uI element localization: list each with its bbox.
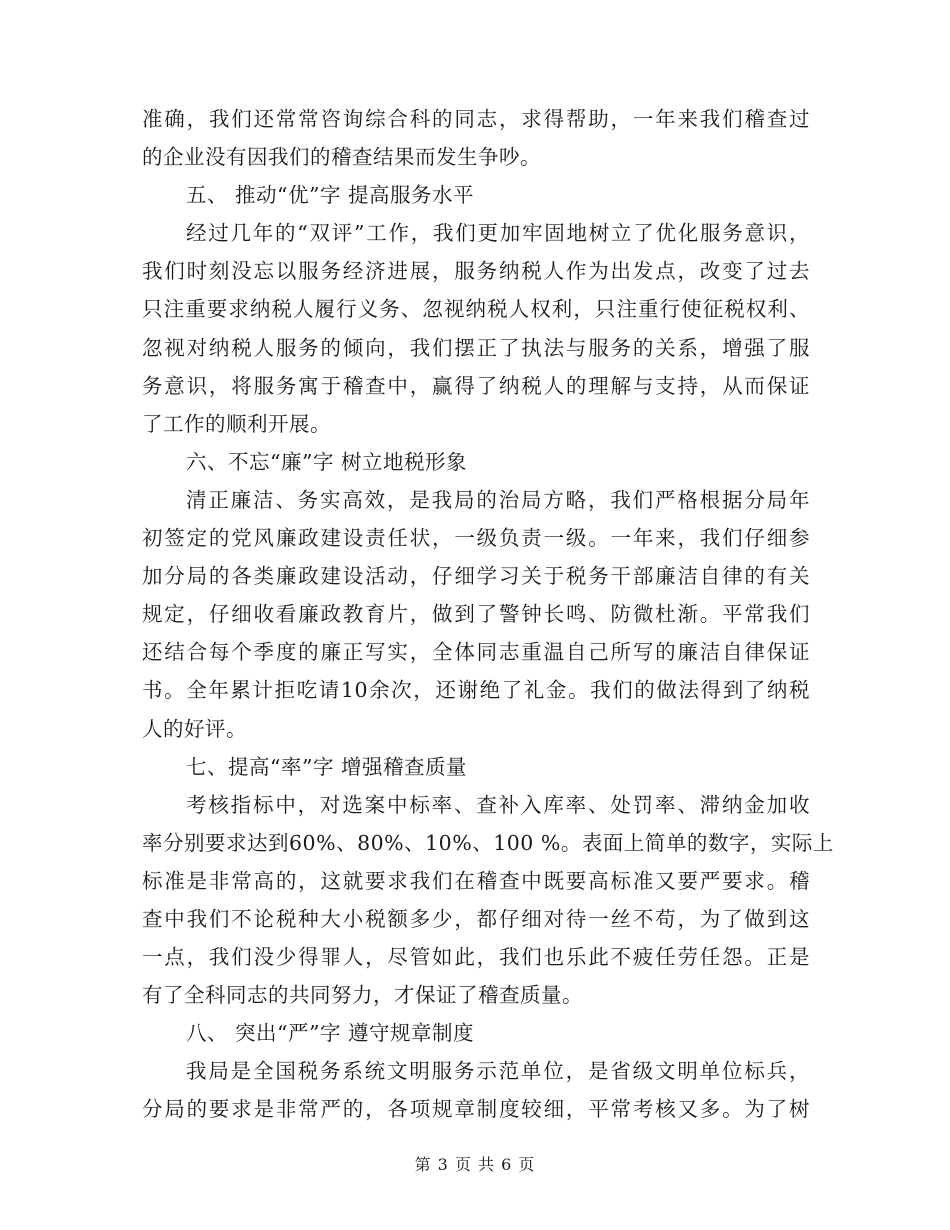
text-line: 忽视对纳税人服务的倾向，我们摆正了执法与服务的关系，增强了服 bbox=[142, 335, 810, 360]
text-line: 还结合每个季度的廉正写实，全体同志重温自己所写的廉洁自律保证 bbox=[142, 640, 810, 665]
text-line: 八、 突出“严”字 遵守规章制度 bbox=[186, 1021, 474, 1046]
text-line: 规定，仔细收看廉政教育片，做到了警钟长鸣、防微杜渐。平常我们 bbox=[142, 602, 810, 627]
text-line: 七、提高“率”字 增强稽查质量 bbox=[186, 754, 467, 779]
text-line: 考核指标中，对选案中标率、查补入库率、处罚率、滞纳金加收 bbox=[186, 792, 810, 817]
text-line: 分局的要求是非常严的，各项规章制度较细，平常考核又多。为了树 bbox=[142, 1097, 810, 1122]
text-line: 查中我们不论税种大小税额多少，都仔细对待一丝不苟，为了做到这 bbox=[142, 906, 810, 931]
text-line: 务意识，将服务寓于稽查中，赢得了纳税人的理解与支持，从而保证 bbox=[142, 373, 810, 398]
text-line: 我局是全国税务系统文明服务示范单位，是省级文明单位标兵， bbox=[186, 1059, 810, 1084]
text-line: 书。全年累计拒吃请10余次，还谢绝了礼金。我们的做法得到了纳税 bbox=[142, 678, 810, 703]
text-line: 只注重要求纳税人履行义务、忽视纳税人权利，只注重行使征税权利、 bbox=[142, 297, 810, 322]
text-line: 标准是非常高的，这就要求我们在稽查中既要高标准又要严要求。稽 bbox=[142, 868, 810, 893]
document-page bbox=[142, 100, 834, 1129]
text-line: 人的好评。 bbox=[142, 716, 247, 741]
text-line: 五、 推动“优”字 提高服务水平 bbox=[186, 183, 474, 208]
text-line: 准确，我们还常常咨询综合科的同志，求得帮助，一年来我们稽查过 bbox=[142, 107, 810, 131]
text-line: 加分局的各类廉政建设活动，仔细学习关于税务干部廉洁自律的有关 bbox=[142, 564, 810, 589]
page-footer: 第 3 页 共 6 页 bbox=[414, 1155, 536, 1174]
text-line: 我们时刻没忘以服务经济进展，服务纳税人作为出发点，改变了过去 bbox=[142, 259, 810, 284]
text-line: 经过几年的“双评”工作，我们更加牢固地树立了优化服务意识， bbox=[186, 221, 810, 246]
text-line: 初签定的党风廉政建设责任状，一级负责一级。一年来，我们仔细参 bbox=[142, 526, 810, 551]
text-line: 清正廉洁、务实高效，是我局的治局方略，我们严格根据分局年 bbox=[186, 487, 810, 512]
text-line: 一点，我们没少得罪人，尽管如此，我们也乐此不疲任劳任怨。正是 bbox=[142, 945, 810, 970]
text-line: 有了全科同志的共同努力，才保证了稽查质量。 bbox=[142, 983, 583, 1008]
text-line: 的企业没有因我们的稽查结果而发生争吵。 bbox=[142, 145, 541, 170]
text-line: 率分别要求达到60%、80%、10%、100 %。表面上简单的数字，实际上 bbox=[142, 830, 834, 855]
text-line: 六、不忘“廉”字 树立地税形象 bbox=[186, 449, 467, 474]
text-line: 了工作的顺利开展。 bbox=[142, 411, 331, 436]
